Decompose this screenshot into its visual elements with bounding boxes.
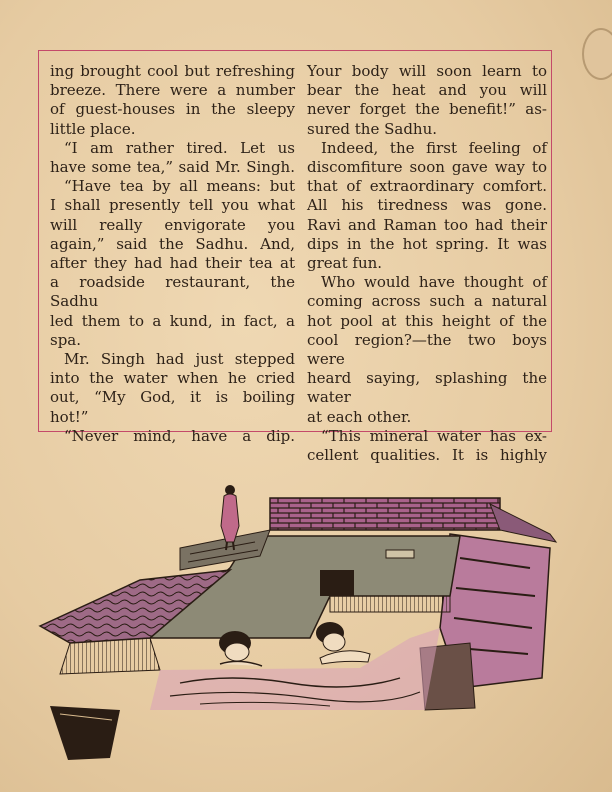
right-column-line: cool region?—the two boys were <box>307 330 547 369</box>
right-column-line: All his tiredness was gone. <box>307 196 547 215</box>
right-column-line: discomfiture soon gave way to <box>307 158 547 177</box>
hot-spring-pool <box>150 628 440 710</box>
hot-spring-illustration <box>30 478 578 768</box>
right-column-line: at each other. <box>307 407 412 426</box>
left-column-line: will really envigorate you <box>50 215 295 234</box>
left-column-line: I shall presently tell you what <box>50 196 295 215</box>
right-column-line: coming across such a natural <box>307 292 547 311</box>
right-column-line: never forget the benefit!” as- <box>307 100 547 119</box>
right-column-line: bear the heat and you will <box>307 81 547 100</box>
left-column-line: “Have tea by all means: but <box>64 177 295 196</box>
right-column-line: cellent qualities. It is highly <box>307 446 547 465</box>
left-column-line: breeze. There were a number <box>50 81 295 100</box>
left-column-line: hot!” <box>50 407 89 426</box>
right-column-line: Who would have thought of <box>321 273 547 292</box>
left-column-line: “Never mind, have a dip. <box>64 426 295 445</box>
left-column-line: Mr. Singh had just stepped <box>64 350 295 369</box>
left-column-line: again,” said the Sadhu. And, <box>50 234 295 253</box>
left-column-line: into the water when he cried <box>50 369 295 388</box>
text-column-right <box>307 62 547 465</box>
right-column-line: that of extraordinary comfort. <box>307 177 547 196</box>
left-column-line: after they had had their tea at <box>50 254 295 273</box>
left-column-line: led them to a kund, in fact, a <box>50 311 295 330</box>
right-column-line: Indeed, the first feeling of <box>321 138 547 157</box>
left-column-line: ing brought cool but refreshing <box>50 62 295 80</box>
left-column-line: “I am rather tired. Let us <box>64 138 295 157</box>
right-column-line: hot pool at this height of the <box>307 311 547 330</box>
binding-hole <box>582 28 612 80</box>
left-column-line: little place. <box>50 119 136 138</box>
left-column-line: spa. <box>50 330 82 349</box>
right-column-line: Your body will soon learn to <box>307 62 547 80</box>
left-column-line: of guest-houses in the sleepy <box>50 100 295 119</box>
boy-raman <box>316 622 370 664</box>
right-column-line: Ravi and Raman too had their <box>307 215 547 234</box>
right-column-line: great fun. <box>307 254 383 273</box>
right-column-line: heard saying, splashing the water <box>307 369 547 407</box>
right-column-line: “This mineral water has ex- <box>321 426 547 445</box>
foreground-rock <box>50 706 120 760</box>
left-column-line: out, “My God, it is boiling <box>50 388 295 407</box>
right-column-line: dips in the hot spring. It was <box>307 234 547 253</box>
left-column-line: have some tea,” said Mr. Singh. <box>50 158 295 177</box>
right-column-line: sured the Sadhu. <box>307 119 438 138</box>
text-column-left <box>50 62 295 446</box>
left-column-line: a roadside restaurant, the Sadhu <box>50 273 295 311</box>
